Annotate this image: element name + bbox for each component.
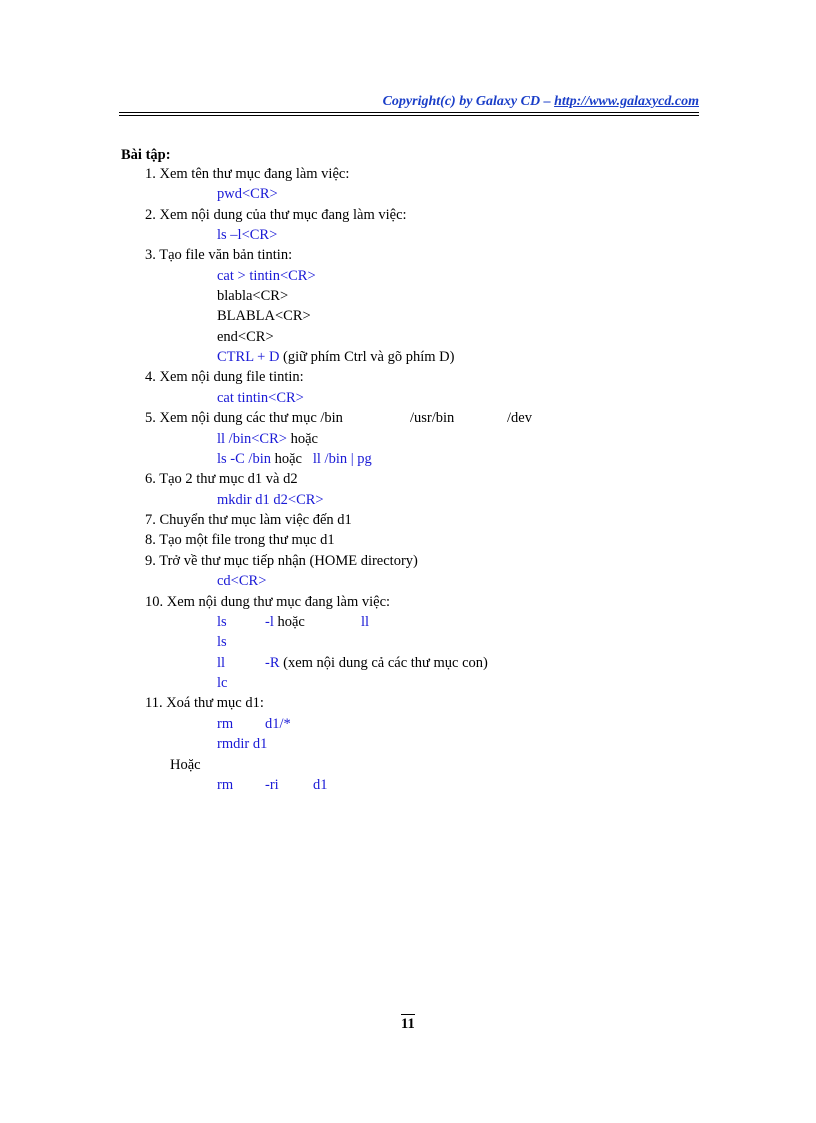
command-alt: ll	[361, 614, 370, 630]
command: ls	[217, 614, 227, 630]
command-option	[265, 654, 488, 672]
website-link[interactable]: http://www.galaxycd.com	[554, 94, 699, 109]
item-7: 7. Chuyển thư mục làm việc đến d1	[145, 512, 352, 528]
command: BLABLA<CR>	[217, 308, 311, 324]
command: lc	[217, 675, 228, 691]
note-text: hoặc	[273, 614, 305, 630]
command: rm	[217, 777, 234, 793]
command: blabla<CR>	[217, 288, 289, 304]
item-3: 3. Tạo file văn bản tintin:	[145, 247, 293, 263]
command: ls	[217, 634, 227, 650]
command	[217, 450, 372, 468]
command-text: -l	[265, 614, 274, 630]
command: cat > tintin<CR>	[217, 268, 316, 284]
item-10: 10. Xem nội dung thư mục đang làm việc:	[145, 594, 391, 610]
command-text: -R	[265, 655, 280, 671]
item-5: 5. Xem nội dung các thư mục /bin	[145, 410, 343, 426]
command: mkdir d1 d2<CR>	[217, 492, 324, 508]
command: ll	[217, 655, 226, 671]
header-rule	[119, 112, 699, 113]
command-option: d1/*	[265, 716, 291, 732]
section-title: Bài tập:	[121, 147, 171, 163]
item-8: 8. Tạo một file trong thư mục d1	[145, 532, 335, 548]
or-label: Hoặc	[170, 757, 201, 773]
command: end<CR>	[217, 329, 274, 345]
command-text: ll /bin<CR>	[217, 431, 287, 447]
command: rmdir d1	[217, 736, 268, 752]
note-text: (giữ phím Ctrl và gõ phím D)	[279, 349, 455, 365]
command: ls –l<CR>	[217, 227, 278, 243]
item-2: 2. Xem nội dung của thư mục đang làm việc:	[145, 207, 407, 223]
note-text: hoặc	[270, 451, 302, 467]
header-rule-2	[119, 115, 699, 116]
item-11: 11. Xoá thư mục d1:	[145, 695, 264, 711]
command: cat tintin<CR>	[217, 390, 304, 406]
item-4: 4. Xem nội dung file tintin:	[145, 369, 304, 385]
page-number: 11	[401, 1016, 415, 1032]
item-1: 1. Xem tên thư mục đang làm việc:	[145, 166, 350, 182]
command: pwd<CR>	[217, 186, 278, 202]
item-5-path-usr-bin: /usr/bin	[410, 410, 455, 426]
command-option	[265, 613, 305, 631]
note-text: hoặc	[286, 431, 318, 447]
command: rm	[217, 716, 234, 732]
item-9: 9. Trở về thư mục tiếp nhận (HOME directory)	[145, 553, 418, 569]
copyright-text: Copyright(c) by Galaxy CD –	[382, 94, 555, 109]
command-text-alt: ll /bin | pg	[312, 451, 372, 467]
note-text: (xem nội dung cả các thư mục con)	[279, 655, 488, 671]
item-5-path-dev: /dev	[507, 410, 532, 426]
command	[217, 430, 318, 448]
copyright-header	[383, 94, 699, 110]
command-text: ls -C /bin	[217, 451, 271, 467]
command-arg: d1	[313, 777, 328, 793]
item-6: 6. Tạo 2 thư mục d1 và d2	[145, 471, 298, 487]
command: cd<CR>	[217, 573, 267, 589]
command-option: -ri	[265, 777, 279, 793]
command	[217, 348, 454, 366]
command-text: CTRL + D	[217, 349, 280, 365]
